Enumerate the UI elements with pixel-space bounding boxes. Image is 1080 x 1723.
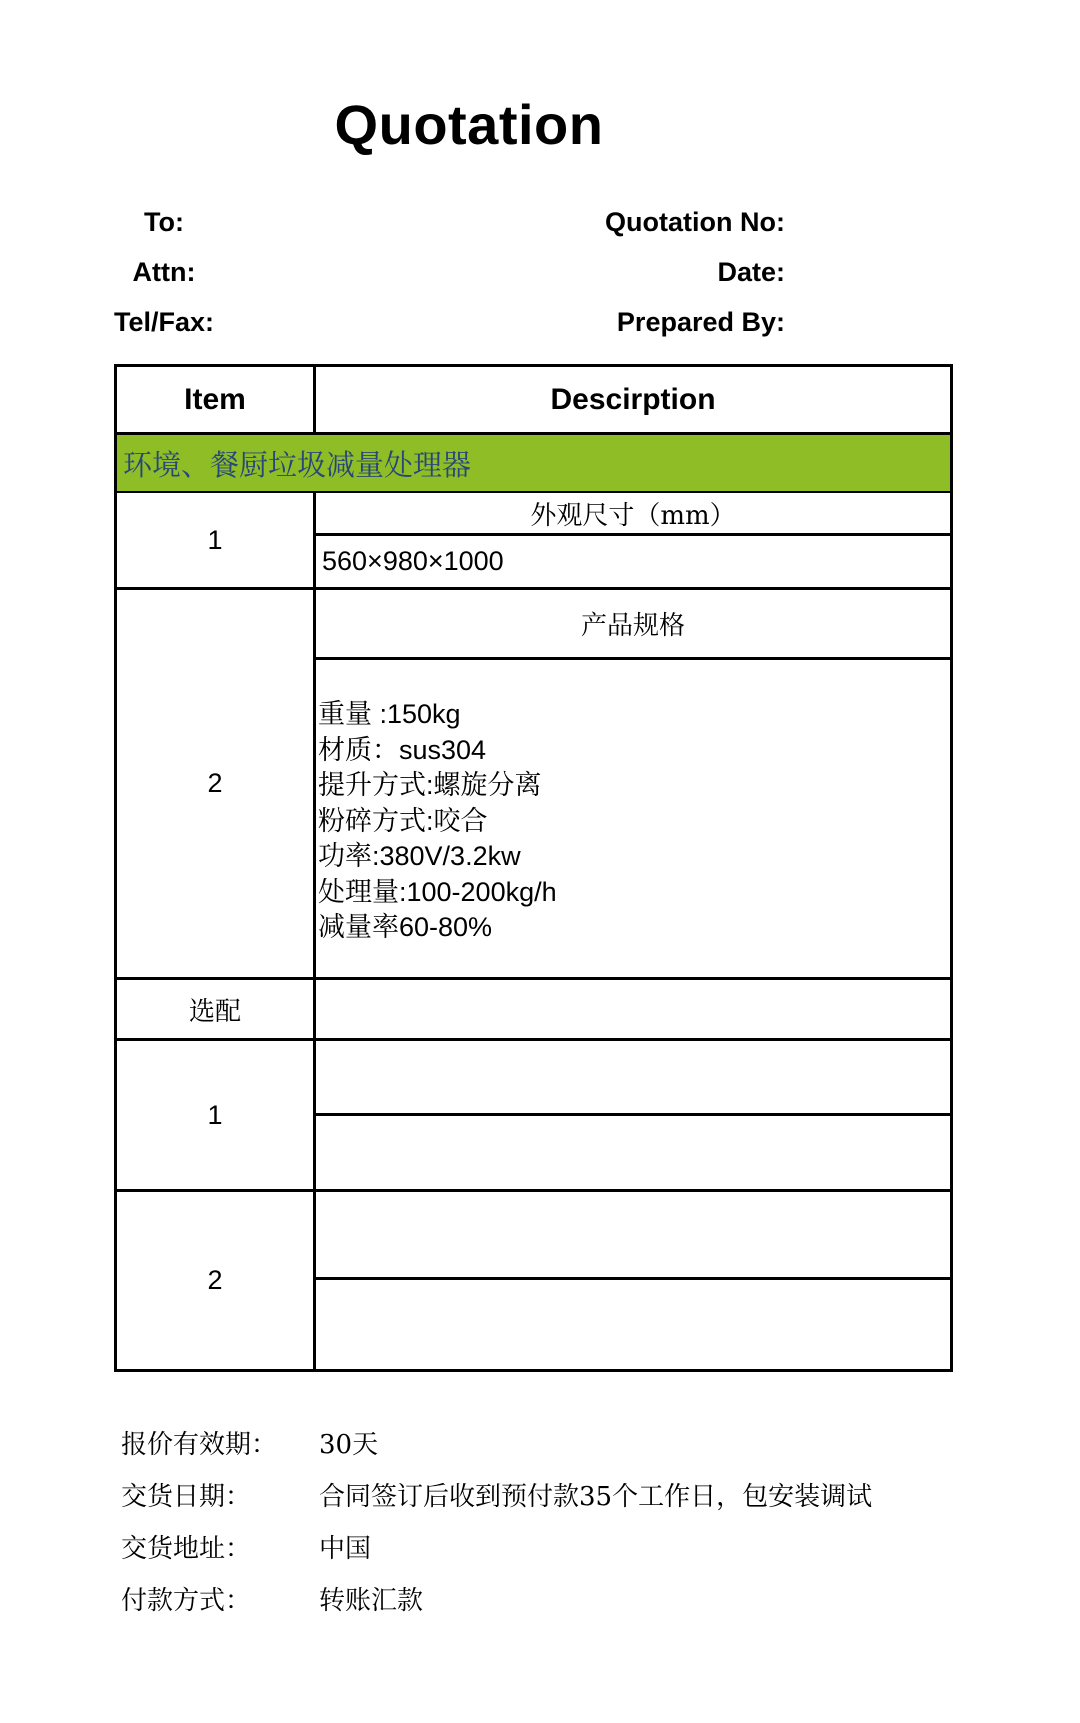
column-header-description: Descirption [550, 383, 716, 416]
row1-item-number: 1 [207, 524, 223, 555]
prepared-by-label: Prepared By: [616, 307, 785, 337]
to-label: To: [144, 207, 184, 237]
spec-crushing: 粉碎方式:咬合 [318, 805, 488, 836]
quotation-table [114, 364, 953, 1372]
tel-fax-label: Tel/Fax: [113, 307, 215, 337]
terms-section [121, 1416, 872, 1624]
spec-lifting: 提升方式:螺旋分离 [318, 770, 542, 800]
term-delivery-address [121, 1520, 872, 1572]
attn-label: Attn: [132, 257, 196, 287]
term-value: 30天 [319, 1429, 379, 1460]
row-divider [313, 1277, 950, 1280]
quotation-no-label: Quotation No: [605, 207, 785, 237]
spec-reduction: 减量率60-80% [318, 912, 493, 942]
row-divider [313, 657, 950, 660]
category-row: 环境、餐厨垃圾减量处理器 [117, 435, 950, 491]
column-header-item: Item [184, 383, 246, 416]
page-title: Quotation [334, 93, 604, 156]
term-value: 合同签订后收到预付款35个工作日，包安装调试 [319, 1481, 873, 1512]
spec-weight: 重量 :150kg [318, 699, 461, 729]
option1-item-number: 1 [207, 1099, 223, 1130]
row1-heading: 外观尺寸（mm） [530, 500, 736, 531]
term-value: 转账汇款 [319, 1585, 424, 1616]
term-label: 付款方式： [121, 1585, 252, 1616]
row1-value: 560×980×1000 [322, 546, 504, 576]
term-label: 报价有效期： [121, 1429, 278, 1460]
term-label: 交货地址： [121, 1533, 252, 1564]
term-value: 中国 [319, 1533, 372, 1564]
row-divider [313, 1113, 950, 1116]
row2-item-number: 2 [207, 768, 223, 798]
option2-item-number: 2 [207, 1265, 223, 1295]
term-validity [121, 1416, 872, 1468]
date-label: Date: [717, 257, 785, 287]
term-payment [121, 1572, 872, 1624]
spec-material: 材质：sus304 [318, 734, 487, 765]
options-label: 选配 [188, 996, 241, 1027]
term-label: 交货日期： [121, 1481, 252, 1512]
spec-list [318, 697, 938, 946]
term-delivery-date [121, 1468, 872, 1520]
spec-capacity: 处理量:100-200kg/h [318, 876, 557, 907]
spec-power: 功率:380V/3.2kw [318, 841, 521, 871]
row2-heading: 产品规格 [580, 611, 685, 641]
